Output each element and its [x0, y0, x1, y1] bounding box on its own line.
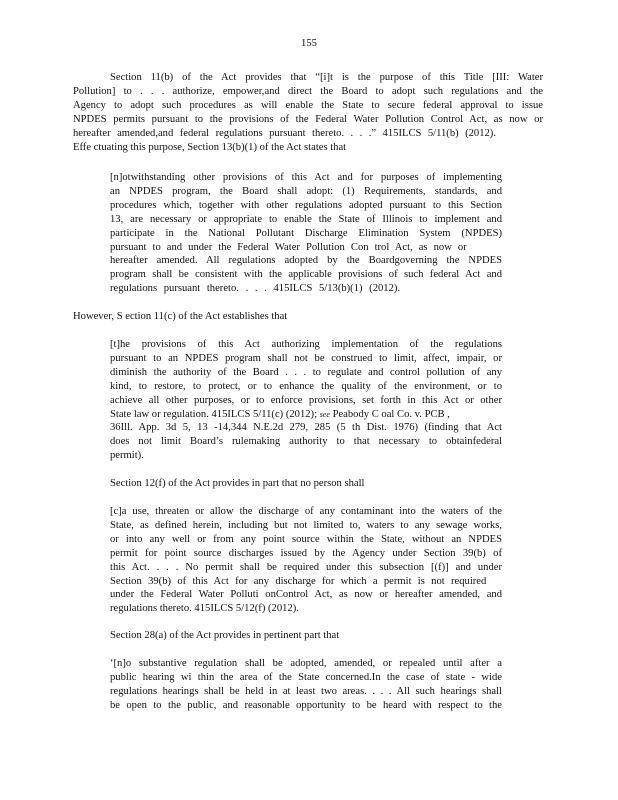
citation-text: State law or regulation. 415ILCS 5/11(c) (2012); [110, 408, 318, 420]
text-line: Agency to adopt such procedures as will enable the State to secure federal approval to issue [73, 99, 543, 111]
paragraph-section-11b [73, 71, 543, 154]
text-line: an NPDES program, the Board shall adopt: (1) Requirements, standards, and [110, 185, 502, 197]
paragraph-section-28a-intro: Section 28(a) of the Act provides in pertinent part that [110, 630, 340, 641]
block-quote-section-13b1 [110, 171, 502, 296]
case-citation: Peabody C oal Co. v. PCB , [332, 408, 450, 420]
text-line: State, as defined herein, including but not limited to, waters to any sewage works, [110, 519, 502, 531]
text-line: [t]he provisions of this Act authorizing implementation of the regulations [110, 339, 502, 350]
text-line: achieve all other purposes, or to enforce provisions, set forth in this Act or other [110, 394, 502, 406]
text-line: regulations hearings shall be held in at least two areas. . . . All such hearings shall [110, 685, 502, 697]
text-line: 13, are necessary or appropriate to enable the State of Illinois to implement and [110, 213, 502, 225]
paragraph-section-11c-intro: However, S ection 11(c) of the Act establishes that [73, 311, 288, 322]
text-line: be open to the public, and reasonable opportunity to be heard with respect to the [110, 699, 502, 711]
text-line: [c]a use, threaten or allow the discharge of any contaminant into the waters of the [110, 506, 502, 517]
text-line: under the Federal Water Polluti onControl Act, as now or hereafter amended, and [110, 589, 502, 601]
text-line: program shall be consistent with the applicable provisions of such federal Act and [110, 269, 502, 281]
text-line: procedures which, together with other regulations adopted pursuant to this Section [110, 199, 502, 211]
text-line: pursuant to and under the Federal Water Pollution Con trol Act, as now or [110, 241, 467, 253]
paragraph-section-12f-intro: Section 12(f) of the Act provides in part that no person shall [110, 478, 365, 489]
text-line: Pollution] to . . . authorize, empower,and direct the Board to adopt such regulations and the [73, 85, 543, 97]
page-number: 155 [301, 38, 317, 49]
text-line: participate in the National Pollutant Discharge Elimination System (NPDES) [110, 227, 502, 239]
text-line: or into any well or from any point source within the State, without an NPDES [110, 533, 502, 545]
block-quote-section-11c [110, 338, 502, 463]
see-signal: see [319, 409, 330, 419]
text-line: kind, to restore, to protect, or to enhance the quality of the environment, or to [110, 380, 502, 392]
text-line: diminish the authority of the Board . . . to regulate and control pollution of any [110, 366, 502, 378]
text-line: 36Ill. App. 3d 5, 13 -14,344 N.E.2d 279, 285 (5 th Dist. 1976) (finding that Act [110, 422, 502, 434]
text-line: permit). [110, 450, 144, 462]
text-line: pursuant to an NPDES program shall not be construed to limit, affect, impair, or [110, 352, 502, 364]
text-line: NPDES permits pursuant to the provisions of the Federal Water Pollution Control Act, as now or [73, 113, 543, 125]
text-line: does not limit Board’s rulemaking authority to that necessary to obtainfederal [110, 436, 502, 448]
text-line: this Act. . . . No permit shall be required under this subsection [(f)] and under [110, 561, 502, 573]
block-quote-section-12f [110, 505, 502, 616]
text-line: regulations pursuant thereto. . . . 415ILCS 5/13(b)(1) (2012). [110, 283, 401, 295]
text-line: hereafter amended,and federal regulations pursuant thereto. . . .” 415ILCS 5/11(b) (2012). [73, 127, 496, 139]
text-line: Section 39(b) of this Act for any discharge for which a permit is not required [110, 575, 487, 587]
text-line: Effe ctuating this purpose, Section 13(b)(1) of the Act states that [73, 141, 347, 153]
text-line: permit for point source discharges issued by the Agency under Section 39(b) of [110, 547, 502, 559]
text-line: Section 11(b) of the Act provides that “[i]t is the purpose of this Title [III: Water [110, 72, 543, 83]
text-line: regulations thereto. 415ILCS 5/12(f) (2012). [110, 603, 299, 615]
text-line: public hearing wi thin the area of the State concerned.In the case of state - wide [110, 671, 502, 683]
text-line-citation [110, 408, 502, 422]
text-line: ‘[n]o substantive regulation shall be adopted, amended, or repealed until after a [110, 658, 502, 669]
block-quote-section-28a [110, 657, 502, 713]
text-line: [n]otwithstanding other provisions of this Act and for purposes of implementing [110, 172, 502, 183]
text-line: hereafter amended. All regulations adopted by the Boardgoverning the NPDES [110, 255, 502, 267]
